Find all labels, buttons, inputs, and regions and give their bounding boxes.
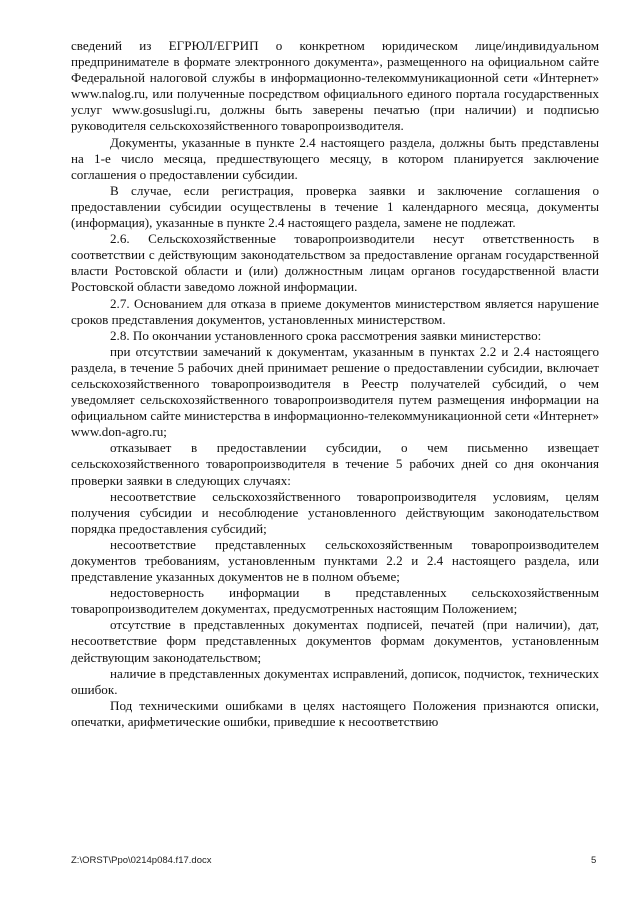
page-number: 5 — [591, 855, 597, 866]
paragraph-continuation: сведений из ЕГРЮЛ/ЕГРИП о конкретном юридическом лице/индивидуальном предпринимателе в формате электронного документа», размещенного на официальном сайте Федеральной налоговой службы в информационно-телекоммуникационной сети «Интернет» www.nalog.ru, или полученные посредством официального единого портала государственных услуг www.gosuslugi.ru, должны быть заверены печатью (при наличии) и подписью руководителя сельскохозяйственного товаропроизводителя. — [71, 38, 599, 134]
paragraph-case-signatures: отсутствие в представленных документах подписей, печатей (при наличии), дат, несоответствие форм представленных документов формам документов, установленным действующим законодательством; — [71, 617, 599, 665]
paragraph-refuses: отказывает в предоставлении субсидии, о чем письменно извещает сельскохозяйственного товаропроизводителя в течение 5 рабочих дней со дня окончания проверки заявки в следующих случаях: — [71, 440, 599, 488]
paragraph-case-corrections: наличие в представленных документах исправлений, дописок, подчисток, технических ошибок. — [71, 665, 599, 697]
footer-file-path: Z:\ORST\Ppo\0214p084.f17.docx — [71, 855, 212, 866]
paragraph-case-documents: несоответствие представленных сельскохозяйственным товаропроизводителем документов требованиям, установленным пунктами 2.2 и 2.4 настоящего раздела, или представление указанных документов не в полном объеме; — [71, 536, 599, 585]
paragraph-registration-case: В случае, если регистрация, проверка заявки и заключение соглашения о предоставлении субсидии осуществлены в течение 1 календарного месяца, документы (информация), указанные в пункте 2.4 настоящего раздела, замене не подлежат. — [71, 182, 599, 231]
paragraph-case-unreliable: недостоверность информации в представленных сельскохозяйственным товаропроизводителем документах, предусмотренных настоящим Положением; — [71, 585, 599, 617]
paragraph-case-conditions: несоответствие сельскохозяйственного товаропроизводителя условиям, целям получения субсидии и несоблюдение установленного действующим законодательством порядка предоставления субсидий; — [71, 488, 599, 536]
paragraph-technical-errors: Под техническими ошибками в целях настоящего Положения признаются описки, опечатки, арифметические ошибки, приведшие к несоответствию — [71, 697, 599, 729]
paragraph-documents-date: Документы, указанные в пункте 2.4 настоящего раздела, должны быть представлены на 1-е число месяца, предшествующего месяцу, в котором планируется заключение соглашения о предоставлении субсидии. — [71, 134, 599, 182]
paragraph-2-8: 2.8. По окончании установленного срока рассмотрения заявки министерство: — [110, 327, 542, 343]
document-body — [71, 38, 599, 730]
paragraph-2-7: 2.7. Основанием для отказа в приеме документов министерством является нарушение сроков представления документов, установленных министерством. — [71, 295, 599, 327]
paragraph-2-6: 2.6. Сельскохозяйственные товаропроизводители несут ответственность в соответствии с действующим законодательством за предоставление органам государственной власти Ростовской области и (или) должностным лицам органов государственной власти Ростовской области заведомо ложной информации. — [71, 231, 599, 295]
paragraph-no-remarks: при отсутствии замечаний к документам, указанным в пунктах 2.2 и 2.4 настоящего раздела, в течение 5 рабочих дней принимает решение о предоставлении субсидии, включает сельскохозяйственного товаропроизводителя в Реестр получателей субсидий, о чем уведомляет сельскохозяйственного товаропроизводителя путем размещения информации на официальном сайте министерства в информационно-телекоммуникационной сети «Интернет» www.don-agro.ru; — [71, 343, 599, 440]
